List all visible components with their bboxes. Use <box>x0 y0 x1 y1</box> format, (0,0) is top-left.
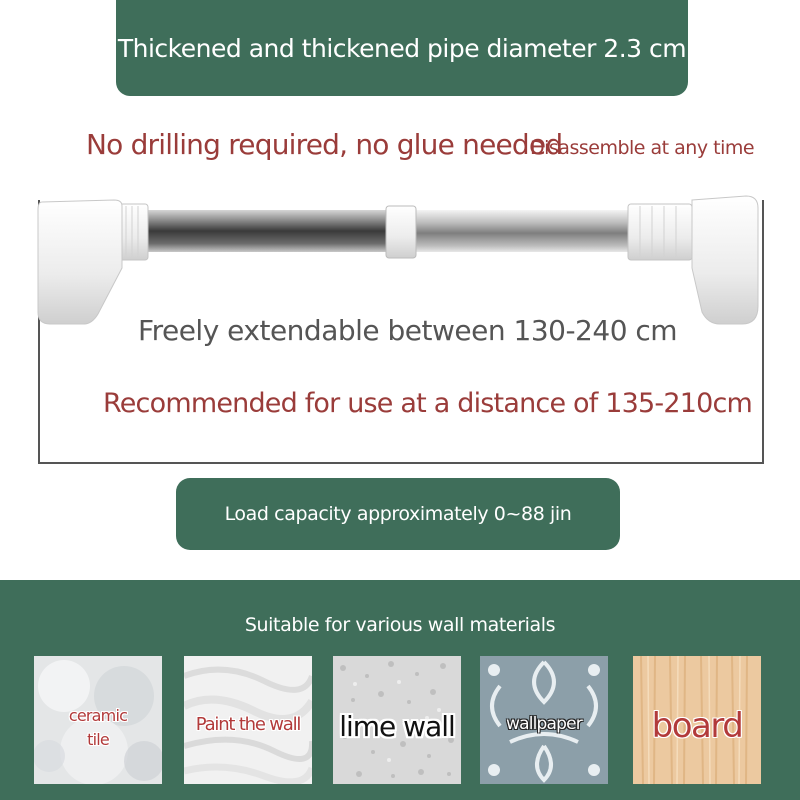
materials-title: Suitable for various wall materials <box>244 614 556 636</box>
material-tile-board <box>633 656 761 784</box>
material-tile-wallpaper <box>480 656 608 784</box>
load-capacity-text: Load capacity approximately 0~88 jin <box>224 503 572 525</box>
ceramic-label-line2: tile <box>87 730 109 749</box>
disassemble-text: Disassemble at any time <box>530 137 755 159</box>
wallpaper-label: wallpaper <box>505 714 582 734</box>
ceramic-label-line1: ceramic <box>68 706 128 725</box>
recommended-distance-text: Recommended for use at a distance of 135-210cm <box>103 388 752 419</box>
paint-label: Paint the wall <box>195 714 301 735</box>
extend-range-text: Freely extendable between 130-240 cm <box>138 314 678 347</box>
lime-label: lime wall <box>339 710 455 743</box>
material-tile-paint <box>184 656 312 784</box>
board-label: board <box>651 706 743 746</box>
pipe-diameter-text: Thickened and thickened pipe diameter 2.3 cm <box>117 33 687 63</box>
no-drilling-text: No drilling required, no glue needed <box>86 128 563 161</box>
material-tile-lime <box>333 656 461 784</box>
load-capacity-pill <box>176 478 620 550</box>
pipe-diameter-banner <box>116 0 688 96</box>
material-tile-ceramic <box>34 656 162 784</box>
